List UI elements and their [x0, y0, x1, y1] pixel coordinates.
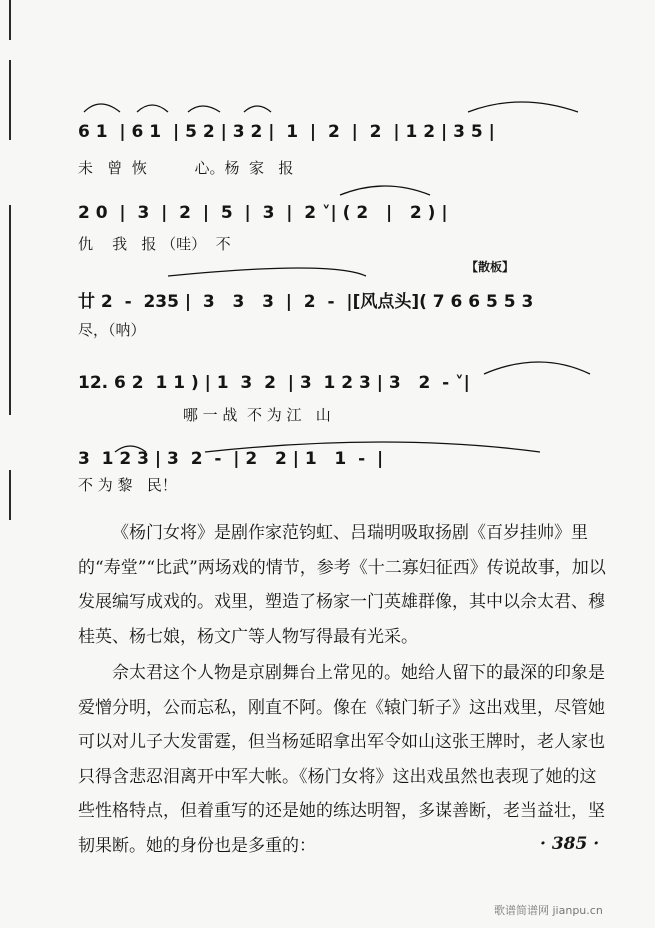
lyric-line-3: 尽，（呐） [78, 321, 146, 339]
score-line-3: 廿 2 - 235 | 3 3 3 | 2 - |[风点头]( 7 6 6 5 5 3 [78, 292, 534, 312]
lyric-line-4: 哪 一 战 不 为 江 山 [78, 406, 331, 424]
score-line-1: 6 1 | 6 1 | 5 2 | 3 2 | 1 | 2 | 2 | 1 2 | 3 5 | [78, 122, 495, 142]
body-text [78, 516, 613, 863]
paragraph-2: 佘太君这个人物是京剧舞台上常见的。她给人留下的最深的印象是爱憎分明，公而忘私，刚直不阿。像在《辕门斩子》这出戏里，尽管她可以对儿子大发雷霆，但当杨延昭拿出军令如山这张王牌时，老人家也只得含悲忍泪离开中军大帐。《杨门女将》这出戏虽然也表现了她的这些性格特点，但着重写的还是她的练达明智，多谋善断，老当益壮，坚韧果断。她的身份也是多重的： [78, 663, 605, 856]
lyric-line-2: 仇 我 报 （哇） 不 [78, 235, 231, 253]
lyric-line-5: 不 为 黎 民！ [78, 476, 177, 494]
section-tag: 【散板】 [466, 260, 515, 274]
paragraph-1: 《杨门女将》是剧作家范钧虹、吕瑞明吸取扬剧《百岁挂帅》里的“寿堂”“比武”两场戏的情节，参考《十二寡妇征西》传说故事，加以发展编写成戏的。戏里，塑造了杨家一门英雄群像，其中以佘太君、穆桂英、杨七娘，杨文广等人物写得最有光采。 [78, 523, 606, 647]
page-number: · 385 · [540, 834, 600, 854]
watermark: 歌谱简谱网 jianpu.cn [494, 904, 603, 917]
lyric-line-1: 未 曾 恢 心。杨 家 报 [78, 159, 294, 177]
score-line-2: 2 0 | 3 | 2 | 5 | 3 | 2 ˅| ( 2 | 2 ) | [78, 203, 448, 223]
score-line-4: 12. 6 2 1 1 ) | 1 3 2 | 3 1 2 3 | 3 2 - ˅| [78, 373, 470, 393]
score-line-5: 3 1 2 3 | 3 2 - | 2 2 | 1 1 - | [78, 449, 384, 469]
